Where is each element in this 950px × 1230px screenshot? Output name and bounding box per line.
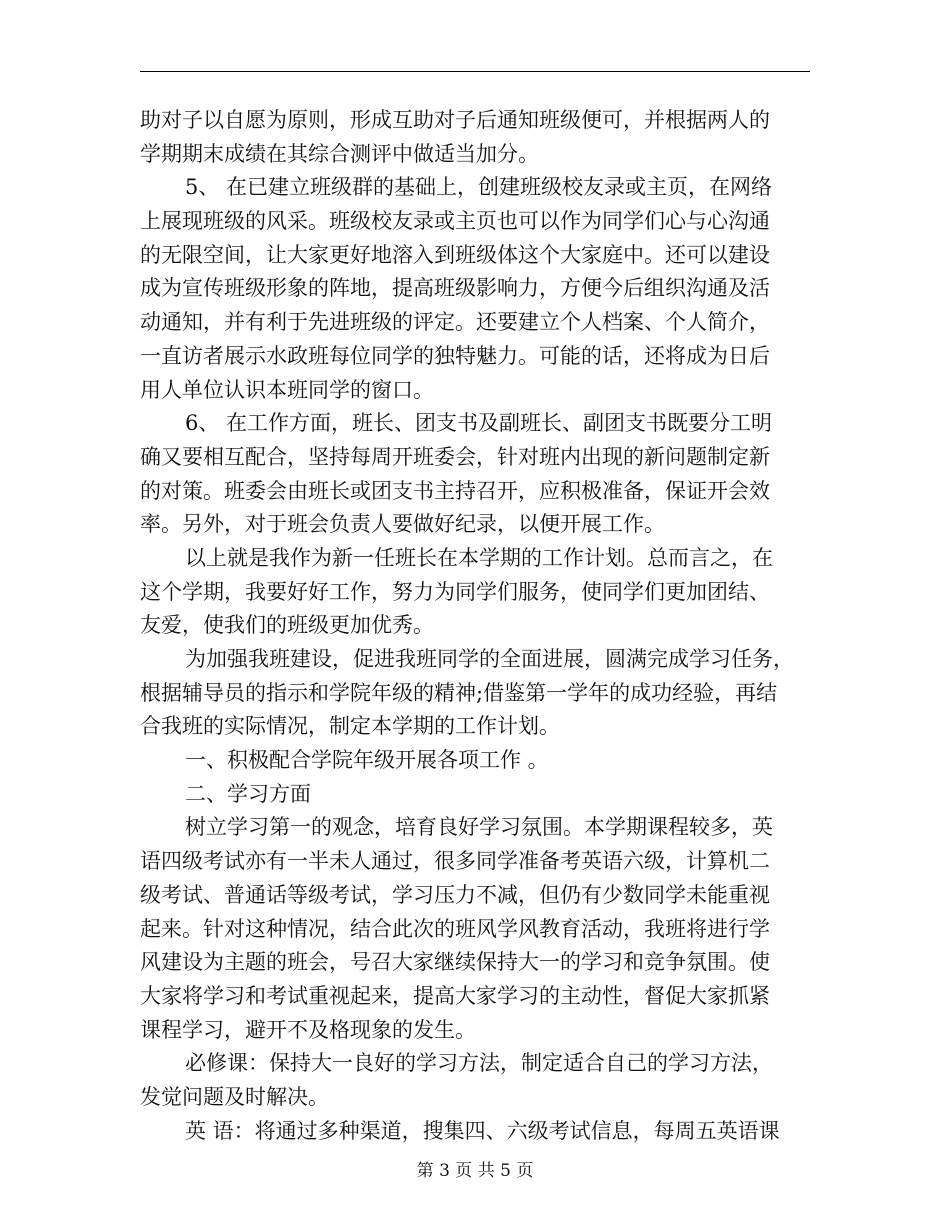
- text-line: 一、积极配合学院年级开展各项工作 。: [185, 748, 549, 773]
- text-line: 6、 在工作方面，班长、团支书及副班长、副团支书既要分工明: [185, 411, 773, 436]
- text-line: 5、 在已建立班级群的基础上，创建班级校友录或主页，在网络: [185, 175, 773, 200]
- text-line: 动通知，并有利于先进班级的评定。还要建立个人档案、个人简介，: [140, 310, 770, 335]
- text-line: 的无限空间，让大家更好地溶入到班级体这个大家庭中。还可以建设: [140, 242, 770, 267]
- text-line: 起来。针对这种情况，结合此次的班风学风教育活动，我班将进行学: [140, 916, 770, 941]
- text-line: 必修课：保持大一良好的学习方法，制定适合自己的学习方法，: [185, 1051, 773, 1076]
- text-line: 大家将学习和考试重视起来，提高大家学习的主动性，督促大家抓紧: [140, 983, 770, 1008]
- header-rule: [140, 71, 810, 72]
- text-line: 这个学期，我要好好工作，努力为同学们服务，使同学们更加团结、: [140, 579, 770, 604]
- text-line: 助对子以自愿为原则，形成互助对子后通知班级便可，并根据两人的: [140, 108, 770, 132]
- text-line: 上展现班级的风采。班级校友录或主页也可以作为同学们心与心沟通: [140, 209, 770, 234]
- text-line: 课程学习，避开不及格现象的发生。: [140, 1017, 476, 1042]
- text-line: 的对策。班委会由班长或团支书主持召开，应积极准备，保证开会效: [140, 478, 770, 503]
- text-line: 树立学习第一的观念，培育良好学习氛围。本学期课程较多，英: [185, 815, 773, 840]
- text-line: 友爱，使我们的班级更加优秀。: [140, 613, 434, 638]
- text-line: 成为宣传班级形象的阵地，提高班级影响力，方便今后组织沟通及活: [140, 276, 770, 301]
- text-line: 以上就是我作为新一任班长在本学期的工作计划。总而言之，在: [185, 545, 773, 570]
- text-line: 一直访者展示水政班每位同学的独特魅力。可能的话，还将成为日后: [140, 343, 770, 368]
- text-line: 级考试、普通话等级考试，学习压力不减，但仍有少数同学未能重视: [140, 882, 770, 907]
- text-line: 用人单位认识本班同学的窗口。: [140, 377, 434, 402]
- document-body: [140, 104, 812, 1148]
- text-line: 学期期末成绩在其综合测评中做适当加分。: [140, 141, 539, 166]
- text-line: 确又要相互配合，坚持每周开班委会，针对班内出现的新问题制定新: [140, 444, 770, 469]
- text-line: 语四级考试亦有一半未人通过，很多同学准备考英语六级，计算机二: [140, 849, 770, 874]
- text-line: 为加强我班建设，促进我班同学的全面进展，圆满完成学习任务，: [185, 647, 794, 671]
- text-line: 合我班的实际情况，制定本学期的工作计划。: [140, 714, 560, 739]
- text-line: 二、学习方面: [185, 781, 311, 806]
- text-line: 风建设为主题的班会，号召大家继续保持大一的学习和竞争氛围。使: [140, 950, 770, 975]
- page-footer: 第 3 页 共 5 页: [416, 1161, 534, 1181]
- text-line: 根据辅导员的指示和学院年级的精神;借鉴第一学年的成功经验，再结: [140, 680, 778, 705]
- text-line: 发觉问题及时解决。: [140, 1084, 329, 1109]
- text-line: 英 语：将通过多种渠道，搜集四、六级考试信息，每周五英语课: [185, 1118, 780, 1143]
- text-line: 率。另外，对于班会负责人要做好纪录，以便开展工作。: [140, 512, 665, 537]
